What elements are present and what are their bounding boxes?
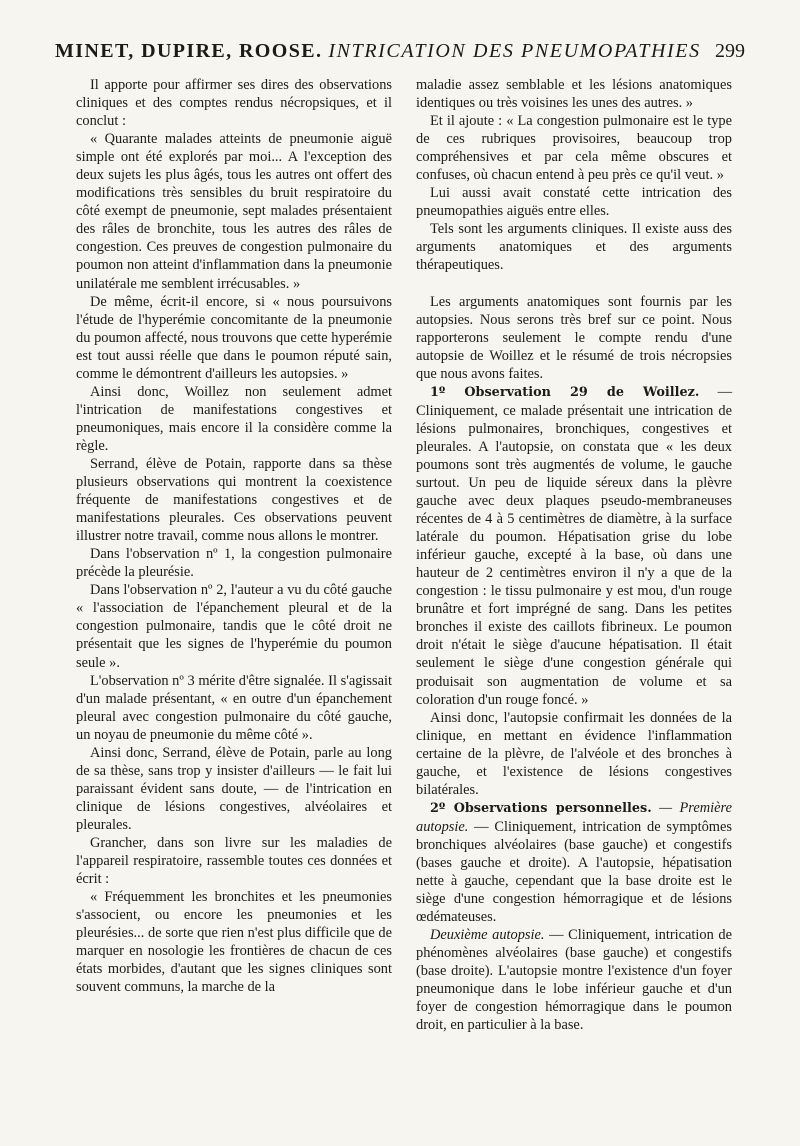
observation-subheading: Deuxième autopsie. — [430, 927, 545, 944]
observation-subheading: — Première autopsie. — [416, 799, 732, 835]
paragraph: Lui aussi avait constaté cette intrication des pneumopathies aiguës entre elles. — [416, 185, 732, 220]
observation-heading: 2º Observations personnelles. — [430, 800, 652, 816]
observation-text: — Cliniquement, intrication de phénomènes alvéolaires (base gauche) et congestifs (base droite). L'autopsie montre l'existence d'un foyer pneumonique dans le lobe inférieur gauche et d'un foyer de congestion hémorragique dans le poumon droit, en particulier à la base. — [416, 927, 732, 1034]
observation-paragraph — [416, 926, 732, 1034]
paragraph: De même, écrit-il encore, si « nous poursuivons l'étude de l'hyperémie concomitante de la pneumonie du poumon affecté, nous trouvons que cette hyperémie est tout aussi réelle que dans le poumon réputé sain, comme le démontrent d'ailleurs les autopsies. » — [76, 293, 392, 382]
observation-text: — Cliniquement, intrication de symptômes bronchiques alvéolaires (base gauche) et congestifs (bases gauche et droite). A l'autopsie, hépatisation nette à gauche, cependant que la base droite est le siège d'une congestion hémorragique et de lésions œdémateuses. — [416, 818, 732, 926]
paragraph: Dans l'observation nº 1, la congestion pulmonaire précède la pleurésie. — [76, 546, 392, 581]
right-column — [416, 76, 732, 1034]
section-gap — [416, 275, 732, 293]
running-header — [55, 40, 745, 72]
paragraph: Il apporte pour affirmer ses dires des observations cliniques et des comptes rendus nécropsiques, et il conclut : — [76, 77, 392, 130]
quote-paragraph: « Quarante malades atteints de pneumonie aiguë simple ont été explorés par moi... A l'exception des deux sujets les plus âgés, tous les autres ont offert des modifications très sensibles du bruit respiratoire du côté exempt de pneumonie, sept malades présentaient des râles de bronchite, tous les autres des râles de congestion. Ces preuves de congestion pulmonaire du poumon non atteint d'inflammation dans la pneumonie unilatérale me semblent irrécusables. » — [76, 131, 392, 292]
paragraph: Ainsi donc, Serrand, élève de Potain, parle au long de sa thèse, sans trop y insister d'ailleurs — le fait lui paraissant évident sans doute, — de l'intrication en clinique de lésions congestives, alvéolaires et pleurales. — [76, 744, 392, 833]
page-number: 299 — [715, 40, 745, 62]
quote-paragraph: « Fréquemment les bronchites et les pneumonies s'associent, ou encore les pneumonies et les pleurésies... de sorte que rien n'est plus difficile que de marquer en nosologie les frontières de chacun de ces états morbides, d'autant que les signes cliniques sont souvent communs, la marche de la — [76, 889, 392, 996]
paragraph: Dans l'observation nº 2, l'auteur a vu du côté gauche « l'association de l'épanchement pleural et de la congestion pulmonaire, tandis que le côté droit ne présentait que les signes de l'hyperémie du poumon seule ». — [76, 582, 392, 671]
paragraph: Tels sont les arguments cliniques. Il existe auss des arguments anatomiques et des arguments thérapeutiques. — [416, 221, 732, 274]
observation-paragraph — [416, 799, 732, 926]
observation-text: — Cliniquement, ce malade présentait une intrication de lésions pulmonaires, bronchiques, congestives et pleurales. A l'autopsie, on constata que « les deux poumons sont très augmentés de volume, le gauche surtout. Un peu de liquide séreux dans la plèvre gauche avec deux plaques pseudo-membraneuses récentes de 4 à 5 centimètres de diamètre, à la surface latérale du poumon. Hépatisation grise du lobe inférieur gauche, excepté à la base, où dans une hauteur de 2 centimètres environ il n'y a que de la congestion : le tissu pulmonaire y est mou, d'un rouge brunâtre et fort imprégné de sang. Dans les petites bronches il existe des caillots fibrineux. Le poumon droit n'était le siège d'aucune hépatisation. Il était seulement le siège d'une congestion générale qui produisait son augmentation de volume et sa coloration d'un rouge foncé. » — [416, 383, 732, 708]
left-column — [76, 76, 392, 996]
paragraph: Serrand, élève de Potain, rapporte dans sa thèse plusieurs observations qui montrent la coexistence fréquente de manifestations congestives et de manifestations pleurales. Ces observations peuvent illustrer notre travail, comme nous allons le montrer. — [76, 455, 392, 545]
paragraph: Et il ajoute : « La congestion pulmonaire est le type de ces rubriques provisoires, beaucoup trop compréhensives et par cela même obscures et confuses, où chacun entend à peu près ce qu'il veut. » — [416, 113, 732, 184]
paragraph: Ainsi donc, Woillez non seulement admet l'intrication de manifestations congestives et pneumoniques, mais encore il la considère comme la règle. — [76, 383, 392, 454]
paragraph: Grancher, dans son livre sur les maladies de l'appareil respiratoire, rassemble toutes ces données et écrit : — [76, 834, 392, 888]
continued-paragraph: maladie assez semblable et les lésions anatomiques identiques ou très voisines les unes des autres. » — [416, 77, 732, 112]
observation-heading: 1º Observation 29 de Woillez. — [430, 384, 700, 400]
paragraph: Les arguments anatomiques sont fournis par les autopsies. Nous serons très bref sur ce point. Nous rapporterons seulement le compte rendu d'une autopsie de Woillez et le résumé de trois nécropsies que nous avons faites. — [416, 293, 732, 382]
observation-paragraph — [416, 383, 732, 709]
header-authors: MINET, DUPIRE, ROOSE. — [55, 40, 323, 62]
paragraph: Ainsi donc, l'autopsie confirmait les données de la clinique, en mettant en évidence l'inflammation certaine de la plèvre, de l'alvéole et des bronches à gauche, et l'existence de lésions congestives bilatérales. — [416, 709, 732, 798]
header-title: INTRICATION DES PNEUMOPATHIES — [328, 40, 701, 62]
paragraph: L'observation nº 3 mérite d'être signalée. Il s'agissait d'un malade présentant, « en outre d'un épanchement pleural avec congestion pulmonaire du côté gauche, un noyau de pneumonie du même côté ». — [76, 672, 392, 743]
